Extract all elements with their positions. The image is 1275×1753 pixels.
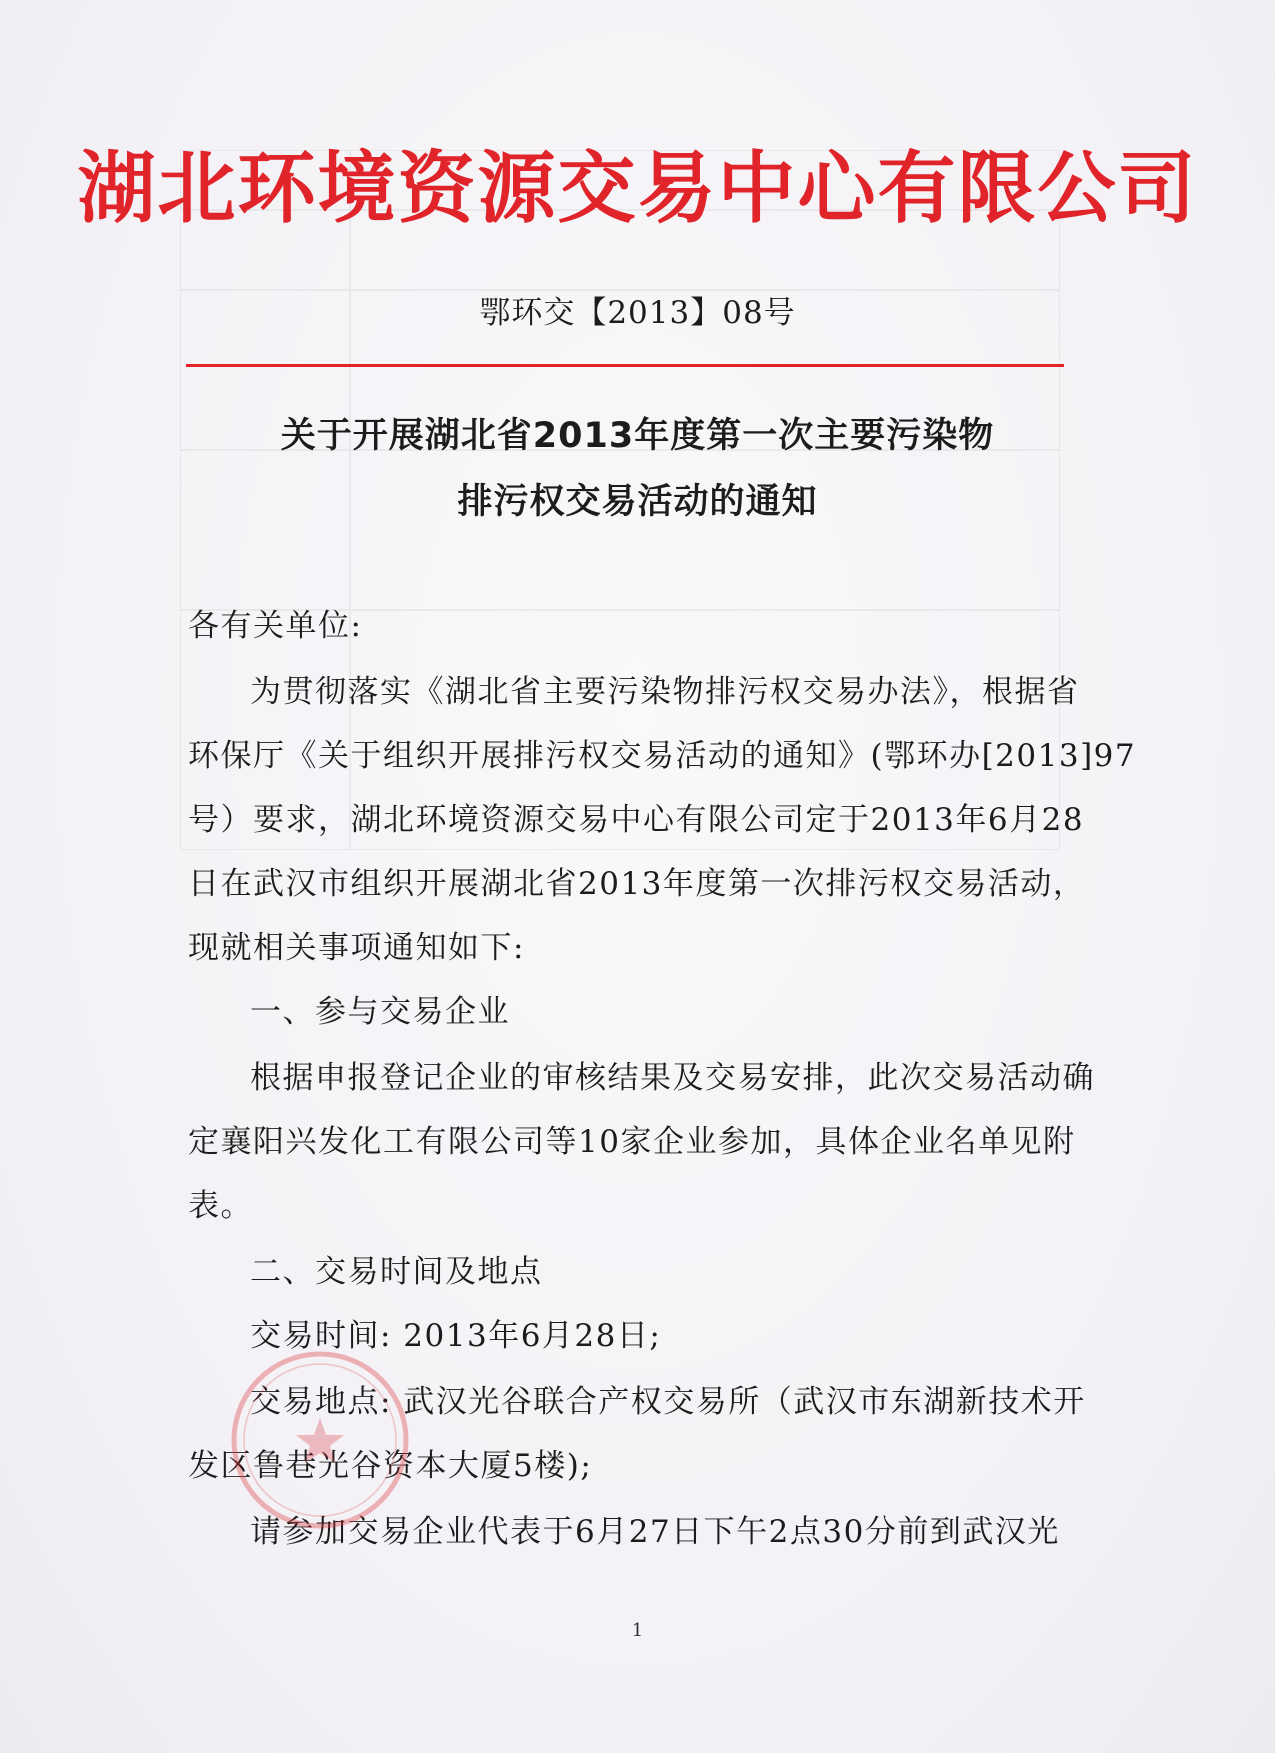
- paragraph-2-line-3: 表。: [188, 1188, 253, 1224]
- salutation: 各有关单位:: [188, 608, 363, 644]
- paragraph-1-line-2: 环保厅《关于组织开展排污权交易活动的通知》(鄂环办[2013]97: [188, 738, 1137, 774]
- paragraph-1-line-4: 日在武汉市组织开展湖北省2013年度第一次排污权交易活动，: [188, 866, 1086, 902]
- paragraph-3-line-1: 请参加交易企业代表于6月27日下午2点30分前到武汉光: [250, 1514, 1060, 1550]
- trade-place-line-1: 交易地点: 武汉光谷联合产权交易所（武汉市东湖新技术开: [250, 1384, 1086, 1420]
- paragraph-1-line-5: 现就相关事项通知如下:: [188, 930, 525, 966]
- section-2-heading: 二、交易时间及地点: [250, 1254, 543, 1290]
- notice-title-line-1: 关于开展湖北省2013年度第一次主要污染物: [280, 416, 995, 456]
- company-header-title: 湖北环境资源交易中心有限公司: [77, 144, 1198, 234]
- paragraph-1-line-3: 号）要求，湖北环境资源交易中心有限公司定于2013年6月28: [188, 802, 1085, 838]
- trade-time: 交易时间: 2013年6月28日;: [250, 1318, 662, 1354]
- trade-place-line-2: 发区鲁巷光谷资本大厦5楼);: [188, 1448, 593, 1484]
- company-seal-stamp: [220, 1340, 420, 1540]
- document-number: 鄂环交【2013】08号: [479, 295, 796, 331]
- page-number: 1: [631, 1620, 644, 1641]
- paragraph-2-line-2: 定襄阳兴发化工有限公司等10家企业参加，具体企业名单见附: [188, 1124, 1076, 1160]
- notice-title-line-2: 排污权交易活动的通知: [457, 482, 818, 522]
- red-divider-line: [186, 364, 1064, 367]
- paragraph-2-line-1: 根据申报登记企业的审核结果及交易安排，此次交易活动确: [250, 1060, 1095, 1096]
- section-1-heading: 一、参与交易企业: [250, 994, 510, 1030]
- paragraph-1-line-1: 为贯彻落实《湖北省主要污染物排污权交易办法》，根据省: [250, 674, 1080, 710]
